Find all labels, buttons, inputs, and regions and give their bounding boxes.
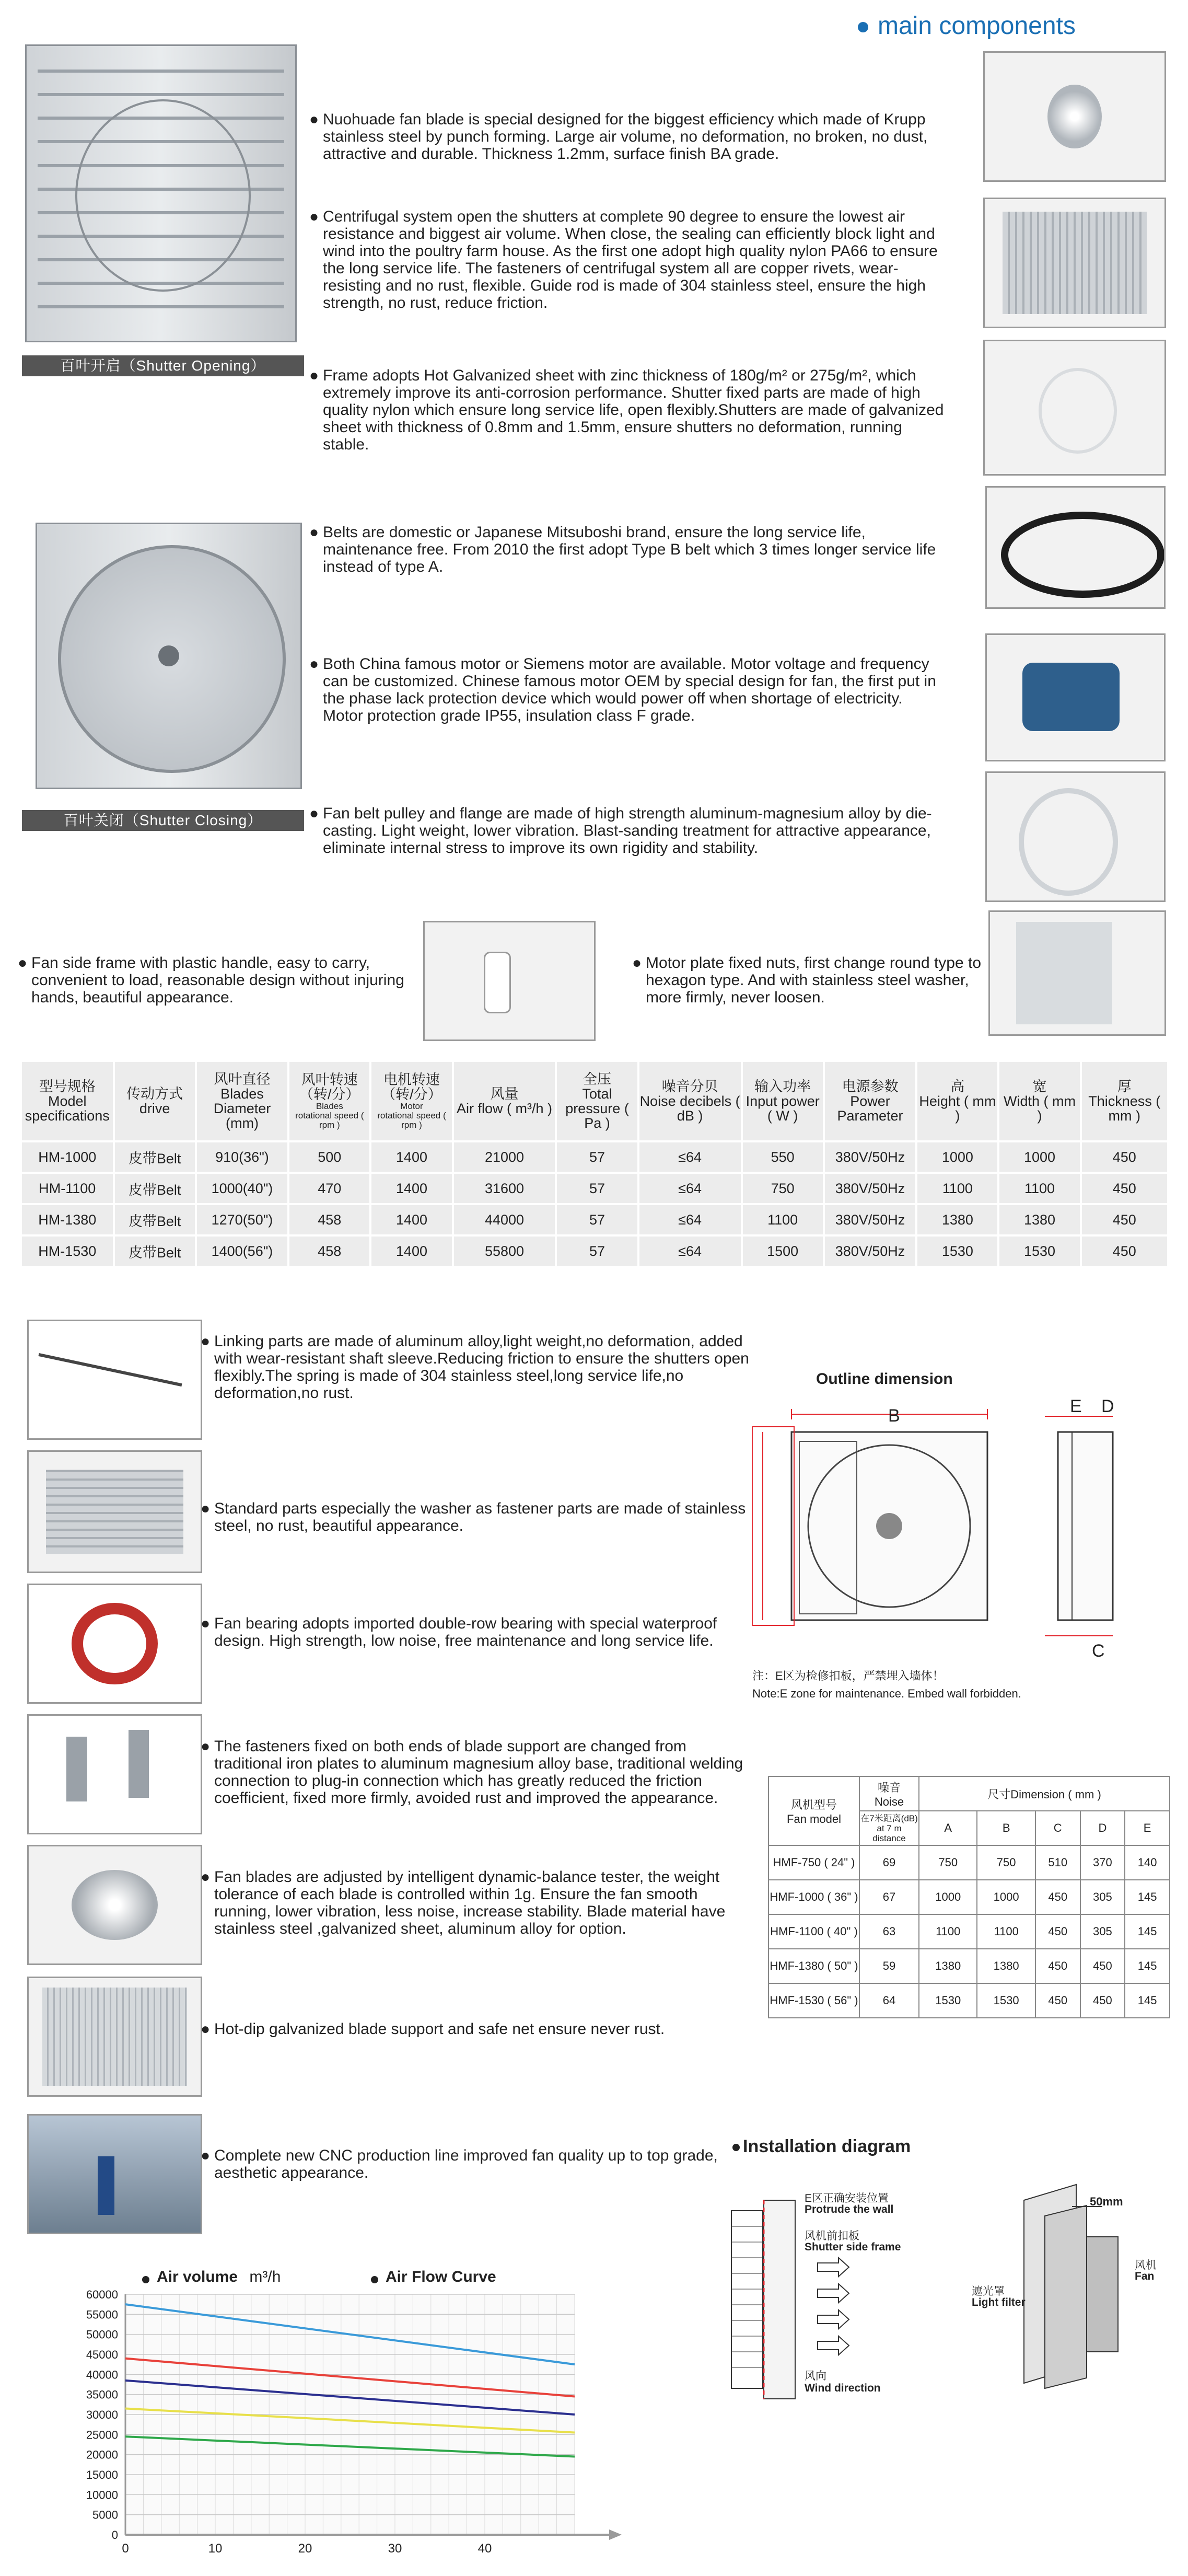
chart-y-tick-label: 35000 bbox=[86, 2388, 118, 2401]
install-filter-en: Light filter bbox=[972, 2296, 1026, 2308]
photo-balance-tester bbox=[27, 1845, 202, 1965]
chart-y-tick-label: 55000 bbox=[86, 2308, 118, 2321]
spec-header-drive: 传动方式 drive bbox=[115, 1062, 195, 1140]
spec-header-row bbox=[22, 1062, 1167, 1140]
install-dot bbox=[732, 2144, 740, 2151]
dim-cell: 1530 bbox=[977, 1983, 1035, 2018]
spec-cell: 458 bbox=[289, 1237, 369, 1266]
install-size: 50mm bbox=[1090, 2195, 1123, 2208]
dim-cell: 64 bbox=[859, 1983, 919, 2018]
photo-standard-parts bbox=[27, 1450, 202, 1573]
table-row bbox=[22, 1237, 1167, 1266]
spec-header-width: 宽 Width ( mm ) bbox=[999, 1062, 1079, 1140]
feature-pulley: ● Fan belt pulley and flange are made of high strength aluminum-magnesium alloy by die-casting. Light weight, lower vibration. Blast-sanding treatment for attractive appearance, eliminate internal stress to improve its own rigidity and stability. bbox=[309, 805, 932, 857]
part-standard: ● Standard parts especially the washer as fastener parts are made of stainless steel, no rust, beautiful appearance. bbox=[201, 1500, 746, 1534]
spec-cell: 55800 bbox=[454, 1237, 555, 1266]
spec-cell: 380V/50Hz bbox=[825, 1205, 916, 1234]
spec-cell: 1270(50") bbox=[197, 1205, 288, 1234]
install-frame-en: Shutter side frame bbox=[805, 2241, 901, 2253]
spec-cell: 1500 bbox=[743, 1237, 823, 1266]
spec-cell: 1400(56") bbox=[197, 1237, 288, 1266]
spec-cell: 550 bbox=[743, 1142, 823, 1172]
chart-y-tick-label: 5000 bbox=[92, 2508, 118, 2522]
dim-cell: 1530 bbox=[919, 1983, 977, 2018]
part-linking: ● Linking parts are made of aluminum alloy,light weight,no deformation, added with wear-resistant shaft sleeve.Reducing friction to ensure the shutters open flexibly.The spring is made of 304 stainless steel,long service life,no deformation,no rust. bbox=[201, 1333, 749, 1402]
dim-cell: HMF-1100 ( 40" ) bbox=[768, 1914, 859, 1949]
dim-cell: 145 bbox=[1125, 1949, 1170, 1983]
table-row bbox=[768, 1983, 1170, 2018]
photo-fasteners bbox=[27, 1714, 202, 1834]
spec-cell: 57 bbox=[557, 1237, 637, 1266]
chart-x-axis-arrow bbox=[609, 2529, 622, 2540]
table-row bbox=[768, 1949, 1170, 1983]
spec-header-blade-speed: 风叶转速（转/分） Blades rotational speed ( rpm ) bbox=[289, 1062, 369, 1140]
photo-side-frame bbox=[423, 921, 596, 1041]
feature-blade: ● Nuohuade fan blade is special designed for the biggest efficiency which made of Krupp stainless steel by punch forming. Large air volume, no deformation, no broken, no dust, attractive and durable. Thickness 1.2mm, surface finish BA grade. bbox=[309, 111, 928, 163]
feature-centrifugal: ● Centrifugal system open the shutters at complete 90 degree to ensure the lowest air resistance and biggest air volume. When close, the sealing can efficiently block light and wind into the poultry farm house. As the first one adopt high quality nylon PA66 to ensure the long service life. The fasteners of centrifugal system all are copper rivets, wear-resisting and no rust, flexible. Guide rod is made of 304 stainless steel, ensure the high strength, no rust, reduce friction. bbox=[309, 208, 938, 311]
chart-y-tick-label: 40000 bbox=[86, 2368, 118, 2382]
outline-label-b: B bbox=[888, 1406, 900, 1426]
dim-cell: 305 bbox=[1080, 1880, 1125, 1914]
dim-header-model: 风机型号 Fan model bbox=[768, 1776, 859, 1845]
dim-cell: 450 bbox=[1035, 1880, 1080, 1914]
chart-title: Air Flow Curve bbox=[386, 2268, 496, 2285]
table-row bbox=[768, 1880, 1170, 1914]
spec-cell: 44000 bbox=[454, 1205, 555, 1234]
part-balance: ● Fan blades are adjusted by intelligent dynamic-balance tester, the weight tolerance of each blade is controlled within 1g. Ensure the fan smooth running, lower vibration, less noise, increase stability. Blade material have stainless steel ,galvanized sheet, aluminum alloy for option. bbox=[201, 1868, 726, 1937]
spec-header-power: 输入功率 Input power ( W ) bbox=[743, 1062, 823, 1140]
spec-cell: 1400 bbox=[371, 1174, 451, 1203]
caption-shutter-opening: 百叶开启（Shutter Opening） bbox=[22, 355, 304, 376]
spec-cell: 450 bbox=[1082, 1237, 1167, 1266]
spec-header-diameter: 风叶直径 Blades Diameter (mm) bbox=[197, 1062, 288, 1140]
feature-motor: ● Both China famous motor or Siemens motor are available. Motor voltage and frequency can be customized. Chinese famous motor OEM by special design for fan, the first put in the phase lack protection device which would power off when shortage of electricity. Motor protection grade IP55, insulation class F grade. bbox=[309, 655, 936, 724]
dim-cell: 1380 bbox=[919, 1949, 977, 1983]
spec-cell: 470 bbox=[289, 1174, 369, 1203]
spec-cell: 57 bbox=[557, 1142, 637, 1172]
spec-cell: 1380 bbox=[917, 1205, 997, 1234]
dim-cell: 1100 bbox=[919, 1914, 977, 1949]
dim-cell: 750 bbox=[919, 1845, 977, 1880]
dim-cell: HMF-1000 ( 36" ) bbox=[768, 1880, 859, 1914]
spec-cell: HM-1100 bbox=[22, 1174, 113, 1203]
outline-label-d: D bbox=[1101, 1396, 1114, 1416]
spec-header-parameter: 电源参数 Power Parameter bbox=[825, 1062, 916, 1140]
install-filter-zh: 遮光罩 bbox=[972, 2285, 1005, 2297]
photo-frame bbox=[983, 340, 1166, 476]
part-cnc: ● Complete new CNC production line improved fan quality up to top grade, aesthetic appearance. bbox=[201, 2147, 718, 2181]
spec-cell: 1530 bbox=[917, 1237, 997, 1266]
photo-bearing bbox=[27, 1584, 202, 1704]
chart-y-tick-label: 0 bbox=[111, 2528, 118, 2542]
table-row bbox=[22, 1205, 1167, 1234]
spec-cell: 1000(40") bbox=[197, 1174, 288, 1203]
spec-cell: 皮带Belt bbox=[115, 1142, 195, 1172]
chart-y-tick-label: 30000 bbox=[86, 2408, 118, 2421]
spec-cell: 500 bbox=[289, 1142, 369, 1172]
spec-cell: 1000 bbox=[999, 1142, 1079, 1172]
dim-col-c: C bbox=[1035, 1811, 1080, 1845]
table-row bbox=[22, 1142, 1167, 1172]
spec-cell: 1000 bbox=[917, 1142, 997, 1172]
fan-photo-closed bbox=[36, 523, 302, 789]
dim-cell: 305 bbox=[1080, 1914, 1125, 1949]
dim-cell: 140 bbox=[1125, 1845, 1170, 1880]
chart-x-tick-label: 20 bbox=[298, 2542, 312, 2556]
spec-cell: ≤64 bbox=[639, 1142, 741, 1172]
part-safe-net: ● Hot-dip galvanized blade support and safe net ensure never rust. bbox=[201, 2020, 665, 2038]
spec-cell: HM-1530 bbox=[22, 1237, 113, 1266]
spec-cell: 458 bbox=[289, 1205, 369, 1234]
chart-yunit: m³/h bbox=[249, 2268, 281, 2285]
header-dot bbox=[858, 22, 868, 32]
dim-cell: 450 bbox=[1080, 1949, 1125, 1983]
spec-cell: 1530 bbox=[999, 1237, 1079, 1266]
photo-blade bbox=[983, 51, 1166, 182]
chart-y-tick-label: 10000 bbox=[86, 2488, 118, 2502]
spec-cell: ≤64 bbox=[639, 1237, 741, 1266]
chart-y-tick-label: 50000 bbox=[86, 2328, 118, 2341]
spec-cell: 1380 bbox=[999, 1205, 1079, 1234]
spec-cell: 380V/50Hz bbox=[825, 1142, 916, 1172]
feature-motor-plate: ● Motor plate fixed nuts, first change round type to hexagon type. And with stainless steel washer, more firmly, never loosen. bbox=[632, 954, 982, 1006]
dim-cell: HMF-750 ( 24" ) bbox=[768, 1845, 859, 1880]
dim-col-d: D bbox=[1080, 1811, 1125, 1845]
spec-cell: 380V/50Hz bbox=[825, 1237, 916, 1266]
dim-cell: 1000 bbox=[919, 1880, 977, 1914]
spec-cell: ≤64 bbox=[639, 1174, 741, 1203]
chart-y-tick-label: 60000 bbox=[86, 2288, 118, 2301]
dim-cell: 67 bbox=[859, 1880, 919, 1914]
dim-col-b: B bbox=[977, 1811, 1035, 1845]
dim-col-a: A bbox=[919, 1811, 977, 1845]
install-fan-zh: 风机 bbox=[1135, 2259, 1157, 2271]
spec-cell: 31600 bbox=[454, 1174, 555, 1203]
photo-cnc-line bbox=[27, 2114, 202, 2234]
spec-cell: HM-1000 bbox=[22, 1142, 113, 1172]
chart-y-tick-label: 15000 bbox=[86, 2468, 118, 2481]
dim-cell: 145 bbox=[1125, 1983, 1170, 2018]
table-row bbox=[768, 1914, 1170, 1949]
outline-drawing bbox=[752, 1406, 1181, 1688]
dim-cell: 450 bbox=[1080, 1983, 1125, 2018]
spec-cell: 1100 bbox=[743, 1205, 823, 1234]
photo-belt bbox=[985, 486, 1166, 609]
feature-belts: ● Belts are domestic or Japanese Mitsuboshi brand, ensure the long service life, maintenance free. From 2010 the first adopt Type B belt which 3 times longer service life instead of type A. bbox=[309, 524, 936, 575]
dim-header-dimension: 尺寸Dimension ( mm ) bbox=[919, 1776, 1170, 1811]
spec-cell: 450 bbox=[1082, 1142, 1167, 1172]
photo-linking-parts bbox=[27, 1320, 202, 1440]
spec-cell: 1400 bbox=[371, 1237, 451, 1266]
install-frame-zh: 风机前扣板 bbox=[805, 2230, 859, 2242]
air-flow-chart bbox=[63, 2279, 648, 2571]
spec-cell: 57 bbox=[557, 1174, 637, 1203]
chart-x-tick-label: 10 bbox=[208, 2542, 223, 2556]
spec-header-airflow: 风量 Air flow ( m³/h ) bbox=[454, 1062, 555, 1140]
spec-cell: 1400 bbox=[371, 1142, 451, 1172]
photo-pulley bbox=[985, 771, 1166, 902]
spec-cell: 21000 bbox=[454, 1142, 555, 1172]
spec-cell: 皮带Belt bbox=[115, 1205, 195, 1234]
spec-table bbox=[20, 1060, 1169, 1268]
spec-header-motor-speed: 电机转速（转/分） Motor rotational speed ( rpm ) bbox=[371, 1062, 451, 1140]
feature-frame: ● Frame adopts Hot Galvanized sheet with zinc thickness of 180g/m² or 275g/m², which extremely improve its anti-corrosion performance. Shutter fixed parts are made of high quality nylon which ensure long service life, open flexibly.Shutters are made of galvanized sheet with thickness of 0.8mm and 1.5mm, ensure shutters no deformation, running stable. bbox=[309, 367, 944, 453]
fan-photo-open bbox=[25, 44, 297, 342]
outline-note-en: Note:E zone for maintenance. Embed wall forbidden. bbox=[752, 1687, 1021, 1700]
dim-col-e: E bbox=[1125, 1811, 1170, 1845]
chart-x-tick-label: 40 bbox=[477, 2542, 492, 2556]
spec-cell: 750 bbox=[743, 1174, 823, 1203]
part-fasteners: ● The fasteners fixed on both ends of blade support are changed from traditional iron plates to aluminum magnesium alloy base, traditional welding connection to plug-in connection which has greatly reduced the friction coefficient, fixed more firmly, avoided rust and improved the appearance. bbox=[201, 1738, 743, 1807]
dim-cell: 63 bbox=[859, 1914, 919, 1949]
spec-cell: 1100 bbox=[917, 1174, 997, 1203]
chart-y-tick-label: 45000 bbox=[86, 2348, 118, 2361]
spec-cell: 57 bbox=[557, 1205, 637, 1234]
dim-cell: 1000 bbox=[977, 1880, 1035, 1914]
dim-cell: 370 bbox=[1080, 1845, 1125, 1880]
dim-cell: 145 bbox=[1125, 1914, 1170, 1949]
spec-cell: 1100 bbox=[999, 1174, 1079, 1203]
outline-label-e: E bbox=[1070, 1396, 1082, 1416]
dim-cell: 1380 bbox=[977, 1949, 1035, 1983]
dim-cell: 69 bbox=[859, 1845, 919, 1880]
outline-note-zh: 注：E区为检修扣板，严禁埋入墙体！ bbox=[752, 1669, 944, 1682]
spec-header-noise: 噪音分贝 Noise decibels ( dB ) bbox=[639, 1062, 741, 1140]
spec-cell: 380V/50Hz bbox=[825, 1174, 916, 1203]
spec-cell: 450 bbox=[1082, 1174, 1167, 1203]
spec-cell: HM-1380 bbox=[22, 1205, 113, 1234]
photo-motor-plate bbox=[988, 910, 1166, 1036]
outline-title: Outline dimension bbox=[816, 1370, 953, 1388]
dim-cell: 450 bbox=[1035, 1914, 1080, 1949]
dimension-table bbox=[768, 1776, 1170, 2018]
spec-header-thickness: 厚 Thickness ( mm ) bbox=[1082, 1062, 1167, 1140]
spec-cell: ≤64 bbox=[639, 1205, 741, 1234]
dim-cell: 450 bbox=[1035, 1949, 1080, 1983]
page-title: main components bbox=[878, 12, 1076, 40]
feature-side-frame: ● Fan side frame with plastic handle, easy to carry, convenient to load, reasonable design without injuring hands, beautiful appearance. bbox=[18, 954, 404, 1006]
install-fan-en: Fan bbox=[1135, 2270, 1155, 2282]
chart-y-tick-label: 20000 bbox=[86, 2448, 118, 2462]
table-row bbox=[22, 1174, 1167, 1203]
spec-header-height: 高 Height ( mm ) bbox=[917, 1062, 997, 1140]
chart-ylabel-text: Air volume bbox=[157, 2268, 238, 2285]
chart-x-tick-label: 0 bbox=[122, 2542, 129, 2556]
install-e-en: Protrude the wall bbox=[805, 2203, 894, 2215]
part-bearing: ● Fan bearing adopts imported double-row bearing with special waterproof design. High strength, low noise, free maintenance and long service life. bbox=[201, 1615, 717, 1649]
photo-safe-net bbox=[27, 1977, 202, 2097]
table-row bbox=[768, 1845, 1170, 1880]
chart-y-tick-label: 25000 bbox=[86, 2428, 118, 2442]
photo-motor bbox=[985, 633, 1166, 761]
dim-cell: 450 bbox=[1035, 1983, 1080, 2018]
install-e-zh: E区正确安装位置 bbox=[805, 2192, 889, 2204]
dim-header-noise: 噪音 Noise bbox=[859, 1776, 919, 1811]
spec-header-model: 型号规格 Model specifications bbox=[22, 1062, 113, 1140]
dim-header-noise-sub: 在7米距离(dB) at 7 m distance bbox=[859, 1811, 919, 1845]
install-title: Installation diagram bbox=[743, 2136, 911, 2156]
install-wind-en: Wind direction bbox=[805, 2382, 881, 2394]
dim-cell: 510 bbox=[1035, 1845, 1080, 1880]
spec-header-pressure: 全压 Total pressure ( Pa ) bbox=[557, 1062, 637, 1140]
spec-cell: 1400 bbox=[371, 1205, 451, 1234]
spec-cell: 450 bbox=[1082, 1205, 1167, 1234]
dim-cell: HMF-1380 ( 50" ) bbox=[768, 1949, 859, 1983]
photo-centrifugal bbox=[983, 198, 1166, 328]
spec-cell: 910(36") bbox=[197, 1142, 288, 1172]
dim-cell: 145 bbox=[1125, 1880, 1170, 1914]
dim-cell: 750 bbox=[977, 1845, 1035, 1880]
spec-cell: 皮带Belt bbox=[115, 1174, 195, 1203]
spec-cell: 皮带Belt bbox=[115, 1237, 195, 1266]
chart-x-tick-label: 30 bbox=[388, 2542, 402, 2556]
dim-cell: 1100 bbox=[977, 1914, 1035, 1949]
dim-cell: HMF-1530 ( 56" ) bbox=[768, 1983, 859, 2018]
caption-shutter-closing: 百叶关闭（Shutter Closing） bbox=[22, 810, 304, 831]
dim-cell: 59 bbox=[859, 1949, 919, 1983]
install-wind-zh: 风向 bbox=[805, 2370, 826, 2382]
outline-label-c: C bbox=[1092, 1641, 1105, 1661]
